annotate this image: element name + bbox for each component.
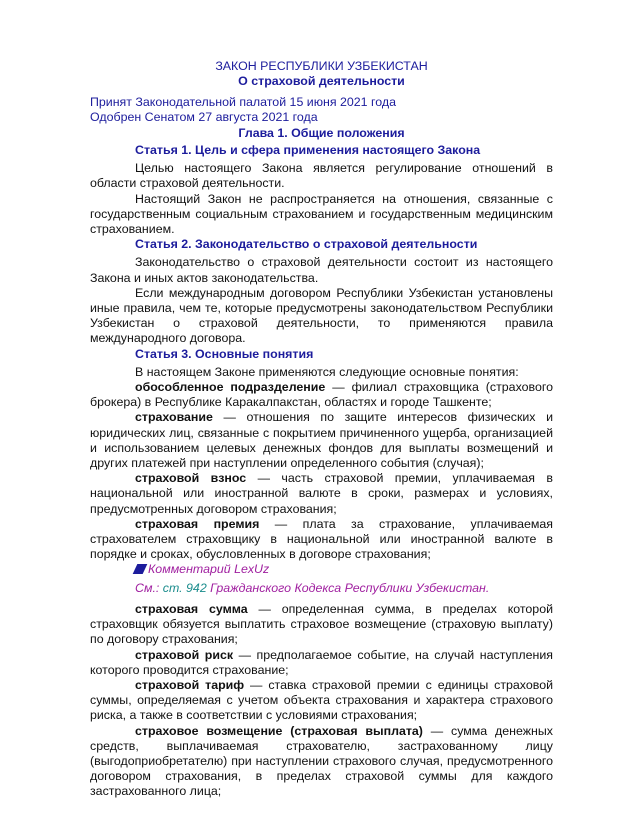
adopted-date: Принят Законодательной палатой 15 июня 2021 года <box>90 95 396 109</box>
see-reference <box>90 581 553 596</box>
paragraph: Целью настоящего Закона является регулирование отношений в области страховой деятельности. <box>90 161 553 191</box>
term: страховое возмещение (страховая выплата) <box>135 723 423 738</box>
definition: — филиал страховщика (страхового брокера) в Республике Каракалпакстан, областях и городе Ташкенте; <box>90 380 553 410</box>
paragraph: Если международным договором Республики Узбекистан установлены иные правила, чем те, которые предусмотрены законодательством Республики Узбекистан о страховой деятельности, то применяются правила международного договора. <box>90 285 553 346</box>
article-1-heading[interactable]: Статья 1. Цель и сфера применения настоящего Закона <box>135 143 481 157</box>
term: страховая сумма <box>135 601 248 616</box>
document-page <box>90 59 553 800</box>
pen-icon <box>133 564 148 574</box>
lexuz-comment-link[interactable] <box>90 562 553 577</box>
chapter-heading: Глава 1. Общие положения <box>238 126 405 140</box>
term-definition <box>90 380 553 410</box>
term-definition <box>90 678 553 724</box>
definition: — плата за страхование, уплачиваемая страхователем страховщику в национальной или иностранной валюте в порядке и сроках, обусловленных в договоре страхования; <box>90 516 553 562</box>
term: страховая премия <box>135 516 260 531</box>
law-subtitle: О страховой деятельности <box>238 74 405 88</box>
term: страховой взнос <box>135 471 247 486</box>
definition: — определенная сумма, в пределах которой страховщик обязуется выплатить страховое возмещение (страховую выплату) по договору страхования; <box>90 601 554 647</box>
article-2-heading[interactable]: Статья 2. Законодательство о страховой деятельности <box>135 237 478 252</box>
term-definition <box>90 648 553 678</box>
term: страховой риск <box>135 647 234 662</box>
paragraph: Настоящий Закон не распространяется на отношения, связанные с государственным социальным страхованием и государственным медицинским страхованием. <box>90 191 553 237</box>
definition: — предполагаемое событие, на случай наступления которого проводится страхование; <box>90 647 553 677</box>
approved-date: Одобрен Сенатом 27 августа 2021 года <box>90 110 318 124</box>
definition: — сумма денежных средств, выплачиваемая страхователю, застрахованному лицу (выгодоприобретателю) при наступлении страхового случая, предусмотренного договором страхования, в пределах страховой суммы для каждого застрахованного лица; <box>90 723 553 799</box>
term: страховой тариф <box>135 677 245 692</box>
term-definition <box>90 517 553 563</box>
term-definition <box>90 724 553 800</box>
term: страхование <box>135 410 213 425</box>
term-definition <box>90 410 553 471</box>
term-definition <box>90 471 553 517</box>
term: обособленное подразделение <box>135 380 326 395</box>
paragraph: В настоящем Законе применяются следующие основные понятия: <box>135 364 519 379</box>
definition: — часть страховой премии, уплачиваемая в национальной или иностранной валюте в сроки, размерах и условиях, предусмотренных договором страхования; <box>90 471 553 516</box>
paragraph: Законодательство о страховой деятельности состоит из настоящего Закона и иных актов законодательства. <box>90 255 553 285</box>
term-definition <box>90 602 553 648</box>
article-942-link[interactable]: ст. 942 <box>162 580 207 595</box>
law-title: ЗАКОН РЕСПУБЛИКИ УЗБЕКИСТАН <box>215 59 428 73</box>
article-3-heading[interactable]: Статья 3. Основные понятия <box>135 346 314 361</box>
see-rest: Гражданского Кодекса Республики Узбекистан. <box>206 580 490 595</box>
definition: — отношения по защите интересов физических и юридических лиц, связанные с покрытием причиненного ущерба, организацией и использованием целевых денежных фондов для выплаты возмещений и других платежей при наступлении определенного события (случая); <box>90 410 553 471</box>
comment-label: Комментарий LexUz <box>148 562 270 577</box>
definition: — ставка страховой премии с единицы страховой суммы, определяемая с учетом объекта страхования и характера страхового риска, а также в соответствии с условиями страхования; <box>90 677 554 723</box>
see-prefix: См.: <box>135 580 163 595</box>
